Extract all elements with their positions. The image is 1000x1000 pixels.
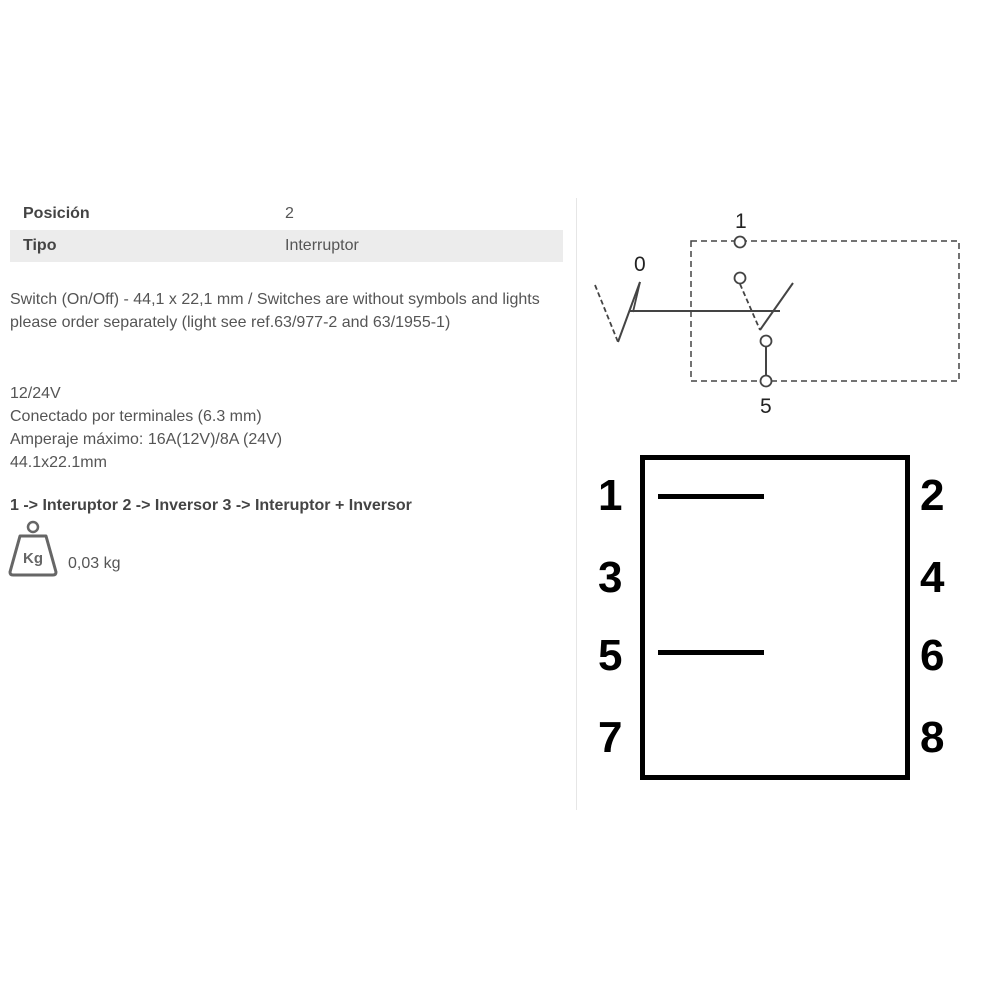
spec-row-tipo [10, 230, 563, 262]
spec-row-posicion [10, 198, 563, 230]
spec-list [10, 382, 282, 474]
circuit-label-left: 0 [634, 253, 646, 276]
mode-list: 1 -> Interuptor 2 -> Inversor 3 -> Interuptor + Inversor [10, 497, 412, 514]
spec-amperage: Amperaje máximo: 16A(12V)/8A (24V) [10, 431, 283, 448]
terminal-number: 8 [920, 713, 945, 762]
weight-icon-label: Kg [23, 550, 43, 567]
spec-connection: Conectado por terminales (6.3 mm) [10, 408, 262, 425]
bridge-line [658, 494, 764, 499]
weight-value: 0,03 kg [68, 555, 121, 572]
bridge-line [658, 650, 764, 655]
terminal-node [735, 273, 746, 284]
column-divider [576, 198, 577, 810]
terminal-number: 6 [920, 631, 945, 680]
terminal-node [735, 237, 746, 248]
terminal-layout-box [640, 455, 910, 780]
terminal-number: 4 [920, 553, 945, 602]
spec-key: Tipo [23, 237, 57, 254]
terminal-number: 2 [920, 471, 945, 520]
terminal-node [761, 336, 772, 347]
product-description: Switch (On/Off) - 44,1 x 22,1 mm / Switches are without symbols and lights please order separately (light see ref.63/977-2 and 63/1955-1) [10, 291, 540, 331]
spec-key: Posición [23, 205, 90, 222]
spec-size: 44.1x22.1mm [10, 454, 107, 471]
spec-value: 2 [285, 205, 294, 222]
terminal-number: 7 [598, 713, 623, 762]
terminal-number: 5 [598, 631, 623, 680]
circuit-label-top: 1 [735, 210, 747, 233]
terminal-number: 1 [598, 471, 623, 520]
spec-table [10, 198, 563, 262]
spec-voltage: 12/24V [10, 385, 61, 402]
switch-circuit-diagram [585, 200, 985, 425]
terminal-number: 3 [598, 553, 623, 602]
terminal-node [761, 376, 772, 387]
weight-icon [8, 520, 60, 578]
circuit-label-bottom: 5 [760, 395, 772, 418]
spec-value: Interruptor [285, 237, 359, 254]
